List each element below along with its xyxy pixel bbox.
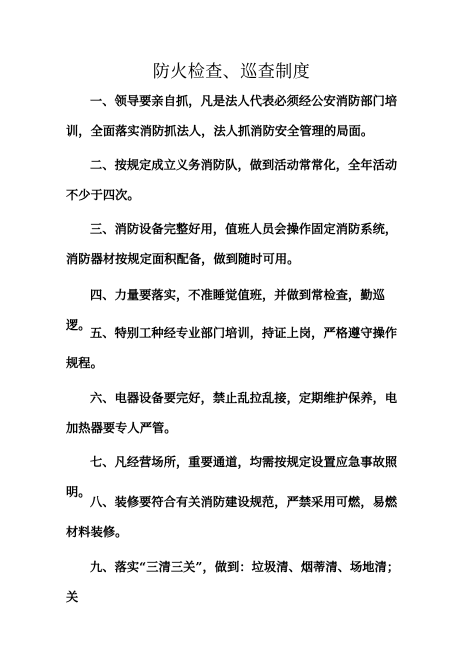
paragraph-4: 四、力量要落实，不准睡觉值班，并做到常检查，勤巡逻。 <box>66 288 385 332</box>
paragraph-2: 二、按规定成立义务消防队，做到活动常常化，全年活动不少于四次。 <box>66 158 398 202</box>
document-title: 防火检查、巡查制度 <box>152 62 311 82</box>
paragraph-3: 三、消防设备完整好用，值班人员会操作固定消防系统，消防器材按规定面积配备，做到随时可用。 <box>66 222 398 266</box>
paragraph-7: 七、凡经营场所，重要通道，均需按规定设置应急事故照明。 <box>66 455 398 499</box>
paragraph-6: 六、电器设备要完好，禁止乱拉乱接，定期维护保养，电加热器要专人严管。 <box>66 391 398 435</box>
paragraph-1: 一、领导要亲自抓，凡是法人代表必须经公安消防部门培训，全面落实消防抓法人，法人抓消防安全管理的局面。 <box>66 94 398 138</box>
paragraph-8: 八、装修要符合有关消防建设规范，严禁采用可燃，易燃材料装修。 <box>66 495 398 539</box>
paragraph-5: 五、特别工种经专业部门培训，持证上岗，严格遵守操作规程。 <box>66 326 398 370</box>
paragraph-9: 九、落实“三清三关”，做到：垃圾清、烟蒂清、场地清；关 <box>66 560 400 604</box>
